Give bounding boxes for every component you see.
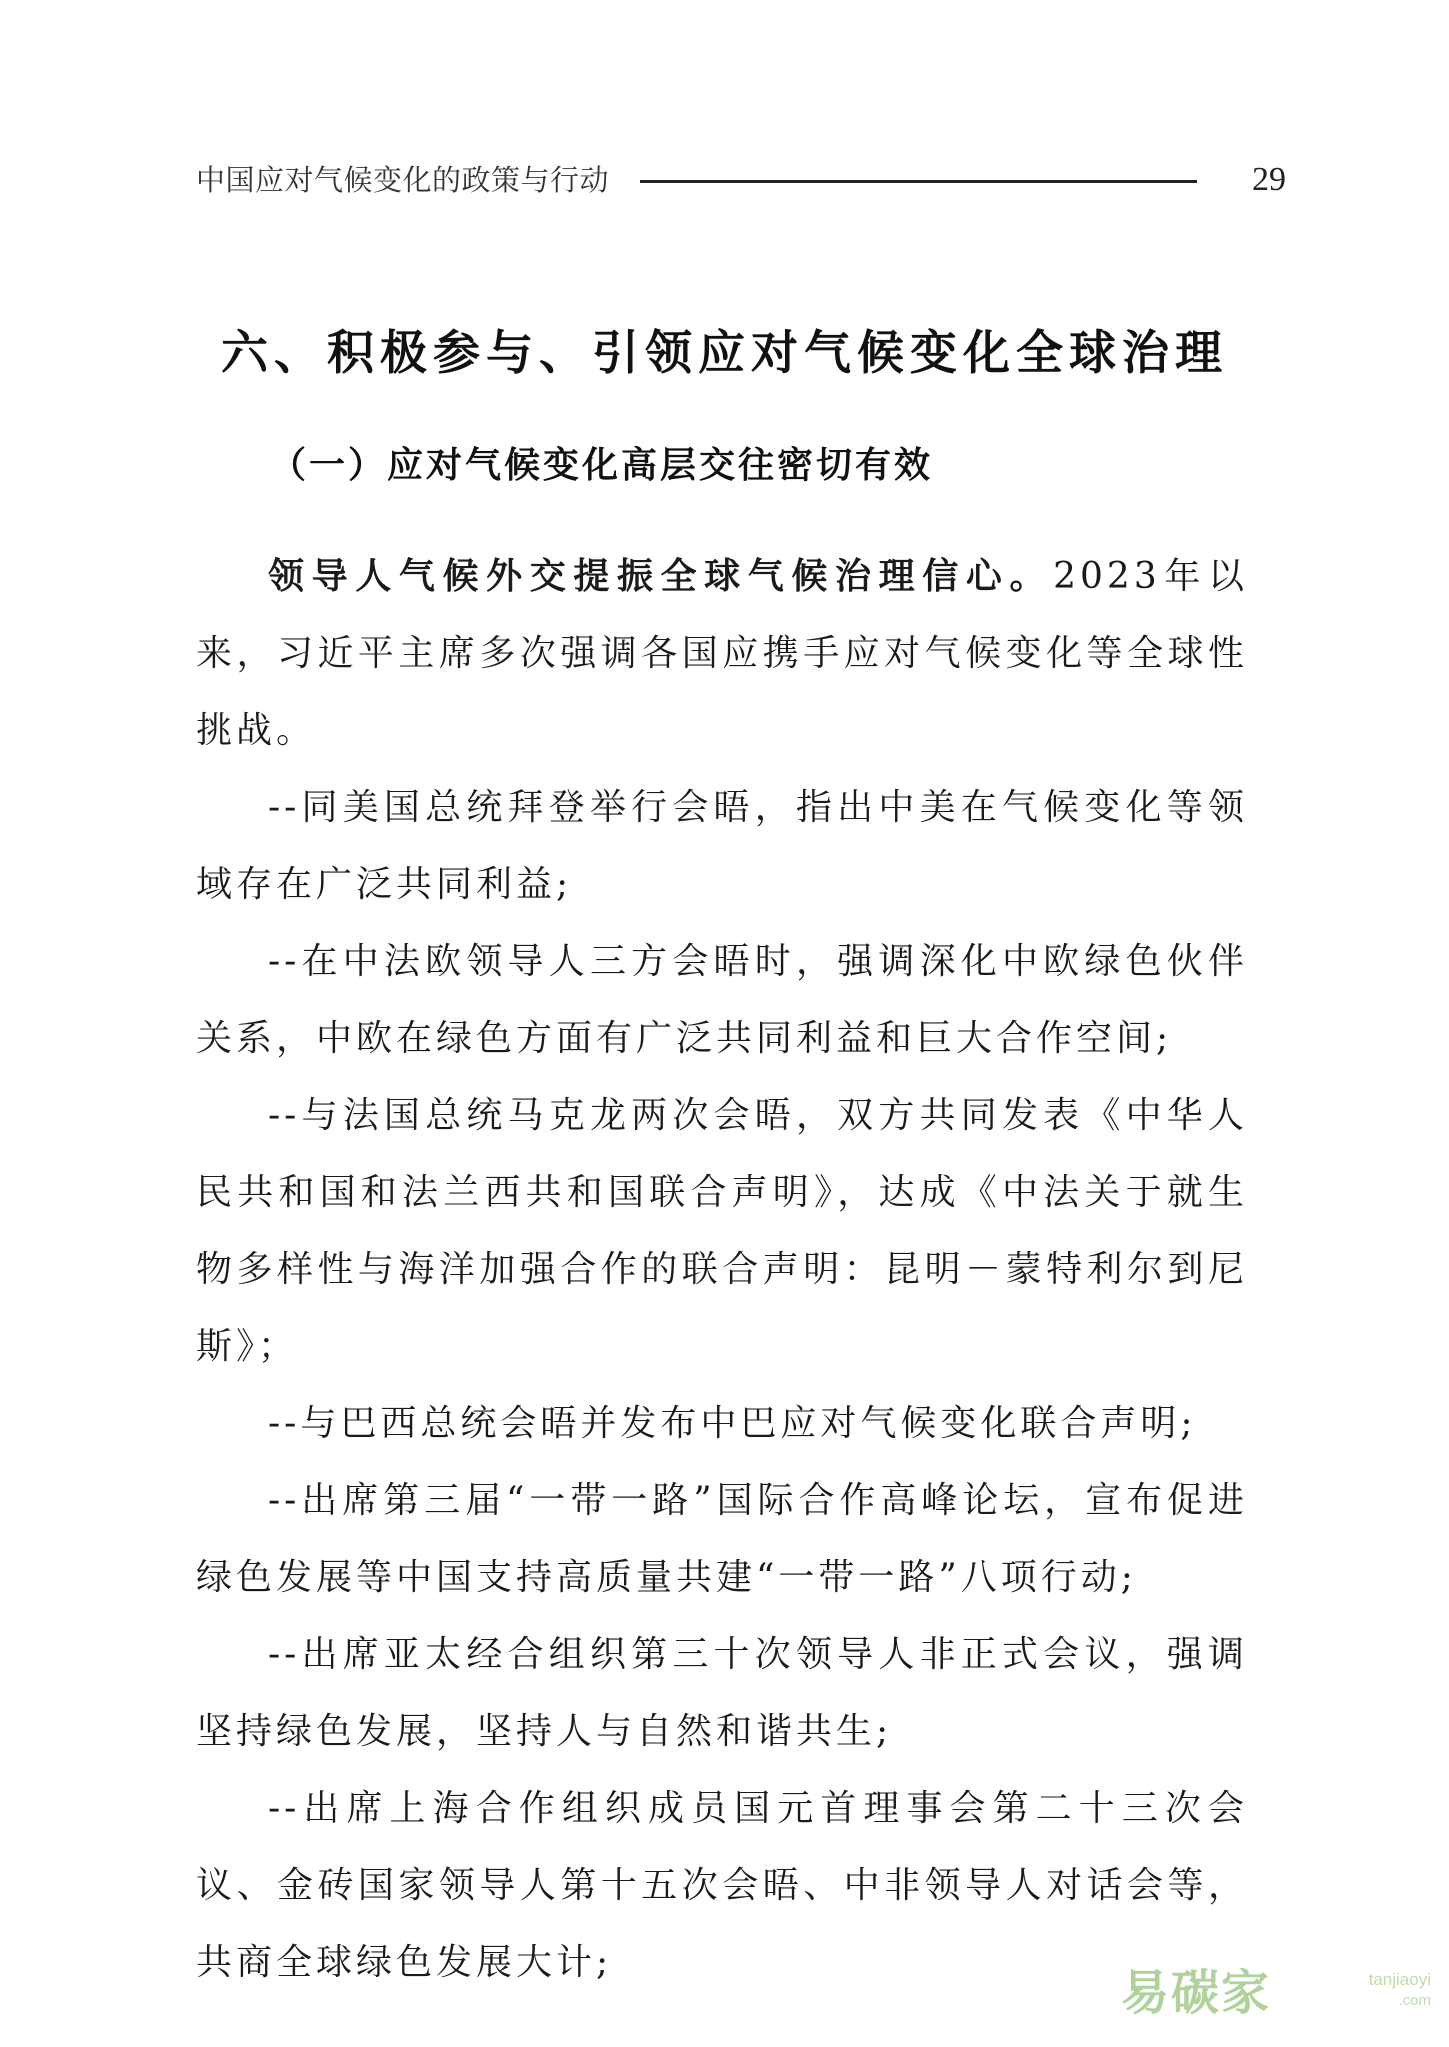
paragraph-6: --出席第三届“一带一路”国际合作高峰论坛，宣布促进绿色发展等中国支持高质量共建“一带一路”八项行动; — [196, 1480, 1248, 1598]
paragraph-5: --与巴西总统会晤并发布中巴应对气候变化联合声明; — [268, 1403, 1197, 1444]
body-text — [196, 538, 1248, 2001]
section-title: （一）应对气候变化高层交往密切有效 — [270, 445, 934, 486]
paragraph-7: --出席亚太经合组织第三十次领导人非正式会议，强调坚持绿色发展，坚持人与自然和谐共生; — [196, 1634, 1248, 1752]
header-rule — [640, 180, 1197, 183]
paragraph-text: 2023年以来，习近平主席多次强调各国应携手应对气候变化等全球性挑战。 — [196, 556, 1248, 751]
watermark-brand: 易碳家 — [1121, 1965, 1272, 2021]
paragraph-8: --出席上海合作组织成员国元首理事会第二十三次会议、金砖国家领导人第十五次会晤、中非领导人对话会等，共商全球绿色发展大计; — [196, 1788, 1248, 1983]
watermark-domain-suffix: .com — [1398, 1992, 1431, 2009]
paragraph-3: --在中法欧领导人三方会晤时，强调深化中欧绿色伙伴关系，中欧在绿色方面有广泛共同利益和巨大合作空间; — [196, 941, 1248, 1059]
watermark-logo — [1121, 1955, 1431, 2033]
paragraph-lead: 领导人气候外交提振全球气候治理信心。 — [268, 556, 1054, 597]
paragraph-2: --同美国总统拜登举行会晤，指出中美在气候变化等领域存在广泛共同利益; — [196, 787, 1248, 905]
chapter-title: 六、积极参与、引领应对气候变化全球治理 — [221, 326, 1228, 381]
paragraph-4: --与法国总统马克龙两次会晤，双方共同发表《中华人民共和国和法兰西共和国联合声明》，达成《中法关于就生物多样性与海洋加强合作的联合声明：昆明－蒙特利尔到尼斯》； — [196, 1095, 1248, 1367]
running-title: 中国应对气候变化的政策与行动 — [196, 163, 610, 197]
running-header — [196, 160, 1286, 200]
paragraph-1 — [196, 538, 1248, 769]
page-number: 29 — [1252, 161, 1286, 198]
watermark-domain: tanjiaoyi — [1368, 1970, 1431, 1989]
